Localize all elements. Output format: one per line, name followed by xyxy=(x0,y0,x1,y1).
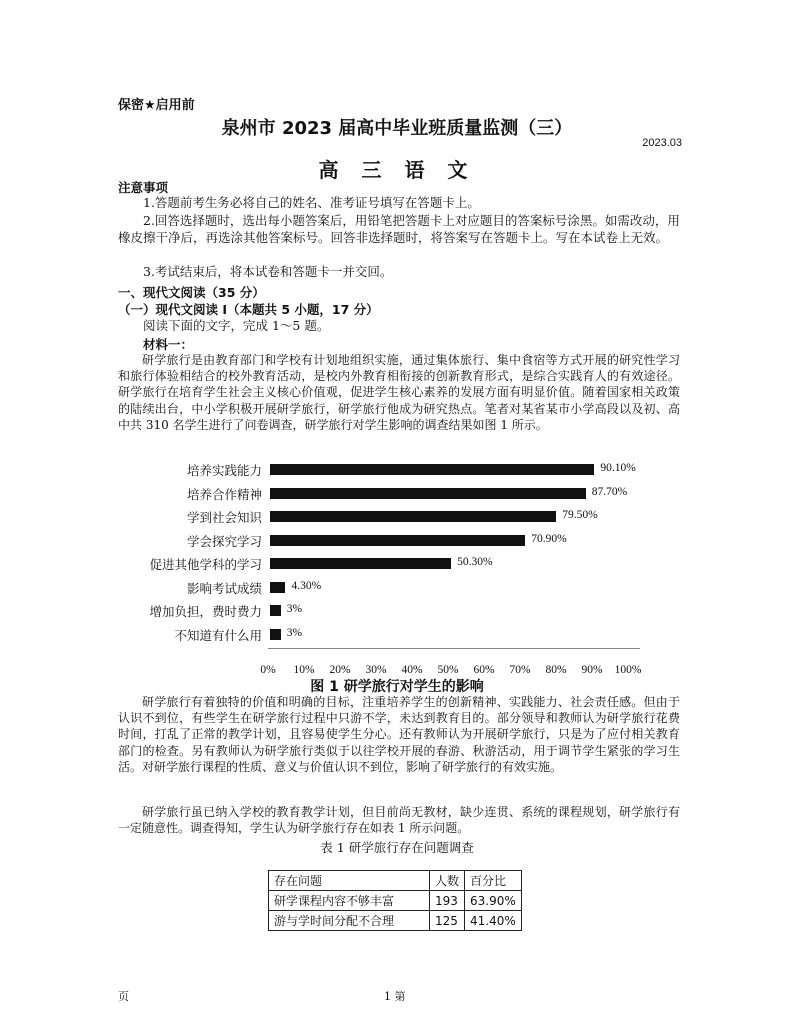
value-label: 79.50% xyxy=(562,509,598,521)
x-tick-label: 60% xyxy=(473,664,495,676)
chart-bar xyxy=(270,535,525,546)
table-row xyxy=(269,911,522,931)
notice-heading: 注意事项 xyxy=(118,180,169,195)
x-tick-label: 70% xyxy=(509,664,531,676)
table-cell: 游与学时间分配不合理 xyxy=(269,911,430,931)
table-row xyxy=(269,891,522,911)
notice-item-3: 3.考试结束后，将本试卷和答题卡一并交回。 xyxy=(143,264,393,279)
section-heading-1a: （一）现代文阅读 I（本题共 5 小题，17 分） xyxy=(118,302,379,317)
value-label: 87.70% xyxy=(591,485,628,498)
table-cell: 63.90% xyxy=(465,891,522,911)
value-label: 90.10% xyxy=(600,462,636,474)
table-cell: 41.40% xyxy=(465,911,522,931)
paragraph-2: 研学旅行有着独特的价值和明确的目标，注重培养学生的创新精神、实践能力、社会责任感。但由于认识不到位，有些学生在研学旅行过程中只游不学，未达到教育目的。部分领导和教师认为研学旅行花费时间，打乱了正常的教学计划，且容易使学生分心。还有教师认为开展研学旅行，只是为了应付相关教育部门的检查。另有教师认为研学旅行类似于以往学校开展的春游、秋游活动，用于调节学生紧张的学习生活。对研学旅行课程的性质、意义与价值认识不到位，影响了研学旅行的有效实施。 xyxy=(118,695,680,774)
category-label: 影响考试成绩 xyxy=(186,580,262,596)
x-tick-label: 100% xyxy=(614,664,642,676)
table-header-row xyxy=(269,871,522,891)
subject-title: 高 三 语 文 xyxy=(318,158,476,182)
notice-item-1: 1.答题前考生务必将自己的姓名、准考证号填写在答题卡上。 xyxy=(143,195,480,210)
category-label: 不知道有什么用 xyxy=(174,627,262,643)
instruction: 阅读下面的文字，完成 1～5 题。 xyxy=(143,318,330,333)
notice-item-2: 2.回答选择题时，选出每小题答案后，用铅笔把答题卡上对应题目的答案标号涂黑。如需改动，用橡皮擦干净后，再选涂其他答案标号。回答非选择题时，将答案写在答题卡上。写在本试卷上无效。 xyxy=(118,213,680,245)
value-label: 50.30% xyxy=(457,556,493,568)
x-tick-label: 80% xyxy=(545,664,567,676)
category-label: 增加负担，费时费力 xyxy=(149,604,262,619)
material-label: 材料一： xyxy=(143,337,194,352)
chart-bar xyxy=(270,605,281,616)
bar-chart xyxy=(120,458,642,676)
x-tick-label: 50% xyxy=(437,664,459,676)
value-label: 4.30% xyxy=(291,579,322,592)
chart-bar xyxy=(270,582,285,593)
figure-caption: 图 1 研学旅行对学生的影响 xyxy=(310,679,484,695)
x-axis-line xyxy=(268,648,640,649)
chart-bar xyxy=(270,488,586,499)
section-heading-1: 一、现代文阅读（35 分） xyxy=(118,285,265,300)
value-label: 3% xyxy=(286,626,303,639)
category-label: 培养合作精神 xyxy=(186,486,262,502)
value-label: 3% xyxy=(286,603,303,615)
chart-bar xyxy=(270,629,281,640)
chart-bar xyxy=(270,464,594,475)
exam-title: 泉州市 2023 届高中毕业班质量监测（三） xyxy=(221,118,573,139)
category-label: 促进其他学科的学习 xyxy=(149,557,262,572)
category-label: 学会探究学习 xyxy=(186,533,262,549)
x-tick-label: 0% xyxy=(260,664,276,676)
table-header-cell: 人数 xyxy=(430,871,465,891)
exam-date: 2023.03 xyxy=(642,137,682,149)
table-cell: 研学课程内容不够丰富 xyxy=(269,891,430,911)
x-tick-label: 20% xyxy=(329,664,351,676)
table-header-cell: 存在问题 xyxy=(269,871,430,891)
x-tick-label: 30% xyxy=(365,664,387,676)
x-tick-label: 10% xyxy=(293,664,315,676)
x-tick-label: 40% xyxy=(401,664,423,676)
table-header-cell: 百分比 xyxy=(465,871,522,891)
table-cell: 193 xyxy=(430,891,465,911)
table-caption: 表 1 研学旅行存在问题调查 xyxy=(320,840,474,855)
survey-table xyxy=(268,870,522,931)
chart-bar xyxy=(270,511,556,522)
paragraph-3: 研学旅行虽已纳入学校的教育教学计划，但目前尚无教材，缺少连贯、系统的课程规划，研学旅行有一定随意性。调查得知，学生认为研学旅行存在如表 1 所示问题。 xyxy=(118,805,680,836)
paragraph-1: 研学旅行是由教育部门和学校有计划地组织实施，通过集体旅行、集中食宿等方式开展的研究性学习和旅行体验相结合的校外教育活动，是校内外教育相衔接的创新教育形式，是综合实践育人的有效途径。研学旅行在培育学生社会主义核心价值观，促进学生核心素养的发展方面有明显价值。随着国家相关政策的陆续出台，中小学积极开展研学旅行，研学旅行他成为研究热点。笔者对某省某市小学高段以及初、高中共 310 名学生进行了问卷调查，研学旅行对学生影响的调查结果如图 1 所示。 xyxy=(118,353,680,432)
footer-page-number: 1 第 xyxy=(384,990,406,1003)
footer-page-label: 页 xyxy=(118,990,129,1003)
value-label: 70.90% xyxy=(531,532,567,545)
table-cell: 125 xyxy=(430,911,465,931)
category-label: 培养实践能力 xyxy=(186,463,262,478)
chart-bar xyxy=(270,558,451,569)
category-label: 学到社会知识 xyxy=(186,510,262,525)
x-tick-label: 90% xyxy=(581,664,603,676)
confidential-label: 保密★启用前 xyxy=(118,98,195,113)
